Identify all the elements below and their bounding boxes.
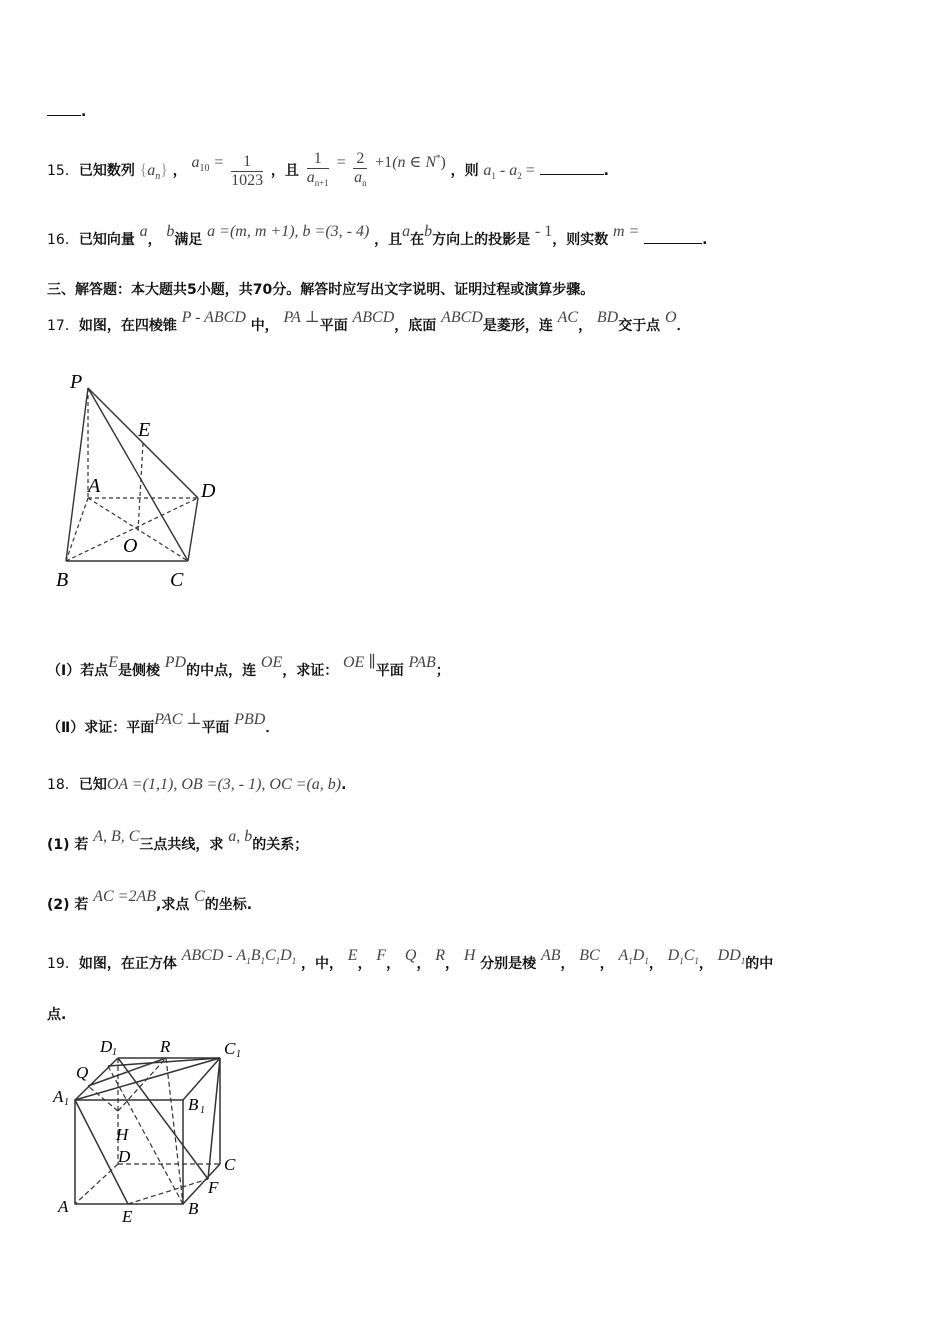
svg-text:C: C [224, 1039, 236, 1058]
svg-text:E: E [122, 1207, 133, 1226]
svg-text:F: F [208, 1178, 219, 1197]
svg-text:H: H [116, 1125, 129, 1144]
q15-answer-blank[interactable] [540, 162, 604, 175]
q15-number: 15． [47, 163, 79, 180]
question-17-part-2: （Ⅱ）求证：平面PAC ⊥平面 PBD． [47, 711, 280, 736]
svg-text:D: D [100, 1037, 113, 1056]
cube-name: ABCD - $A_1B_1C_1D_1$ [181, 947, 297, 967]
svg-text:1: 1 [236, 1049, 241, 1060]
svg-text:R: R [160, 1037, 171, 1056]
svg-text:1: 1 [200, 1105, 205, 1116]
question-18: 18．已知OA =(1,1), OB =(3, - 1), OC =(a, b). [47, 776, 347, 793]
label-D: D [201, 480, 216, 502]
label-E: E [138, 419, 151, 441]
q16-answer-blank[interactable] [644, 231, 702, 244]
svg-text:B: B [188, 1199, 199, 1218]
label-O: O [123, 535, 138, 557]
svg-text:D: D [118, 1147, 131, 1166]
prev-question-tail: . [47, 100, 86, 123]
fraction-1-over-1023: $\frac{1}{1023}$ [231, 152, 264, 189]
vector-definitions: a =(m, m +1), b =(3, - 4) [207, 223, 370, 240]
question-19-continued: 点. [47, 1007, 67, 1023]
label-P: P [70, 371, 83, 393]
question-18-part-2: (2) 若 AC =2AB,求点 C的坐标. [47, 888, 253, 913]
svg-text:A: A [58, 1197, 69, 1216]
svg-text:C: C [224, 1155, 236, 1174]
svg-text:Q: Q [76, 1063, 89, 1082]
question-17: 17．如图，在四棱锥 P - ABCD 中， PA ⊥平面 ABCD，底面 ABCD是菱形，连 AC， BD交于点 O． [47, 309, 691, 334]
question-17-part-1: （Ⅰ）若点E是侧棱 PD的中点，连 OE，求证： OE ∥平面 PAB； [47, 654, 450, 679]
question-18-part-1: (1) 若 A, B, C三点共线，求 a, b的关系； [47, 828, 309, 853]
question-16: 16．已知向量 a， b满足 a =(m, m +1), b =(3, - 4) ，且a在b方向上的投影是 - 1，则实数 m = . [47, 223, 708, 248]
svg-text:A: A [53, 1087, 64, 1106]
pyramid-figure [48, 366, 238, 598]
label-C: C [170, 569, 184, 591]
fraction-recurrence-right: $\frac{2}{a_n}$ [354, 150, 367, 189]
svg-text:1: 1 [112, 1047, 117, 1058]
svg-text:1: 1 [64, 1097, 69, 1108]
answer-blank [47, 103, 81, 116]
question-15: 15．已知数列 $\{a_n\}$ ， $a_{10}$ = $\frac{1}{1023}$ ，且 $\frac{1}{a_{n+1}}$ = $\frac{2}{a_n}$ +1(n ∈ N*) ，则 $a_1 - a_2$ = . [47, 150, 609, 192]
label-A: A [88, 475, 101, 497]
section-3-header: 三、解答题：本大题共5小题，共70分。解答时应写出文字说明、证明过程或演算步骤。 [47, 282, 595, 298]
cube-figure [48, 1036, 258, 1226]
question-19: 19．如图，在正方体 ABCD - $A_1B_1C_1D_1$ ，中， E， F， Q， R， H 分别是棱 AB， BC， $A_1D_1$， $D_1C_1$， $DD_1$的中 [47, 947, 774, 972]
fraction-recurrence-left: $\frac{1}{a_{n+1}}$ [306, 150, 329, 189]
label-B: B [56, 569, 69, 591]
svg-text:B: B [188, 1095, 199, 1114]
